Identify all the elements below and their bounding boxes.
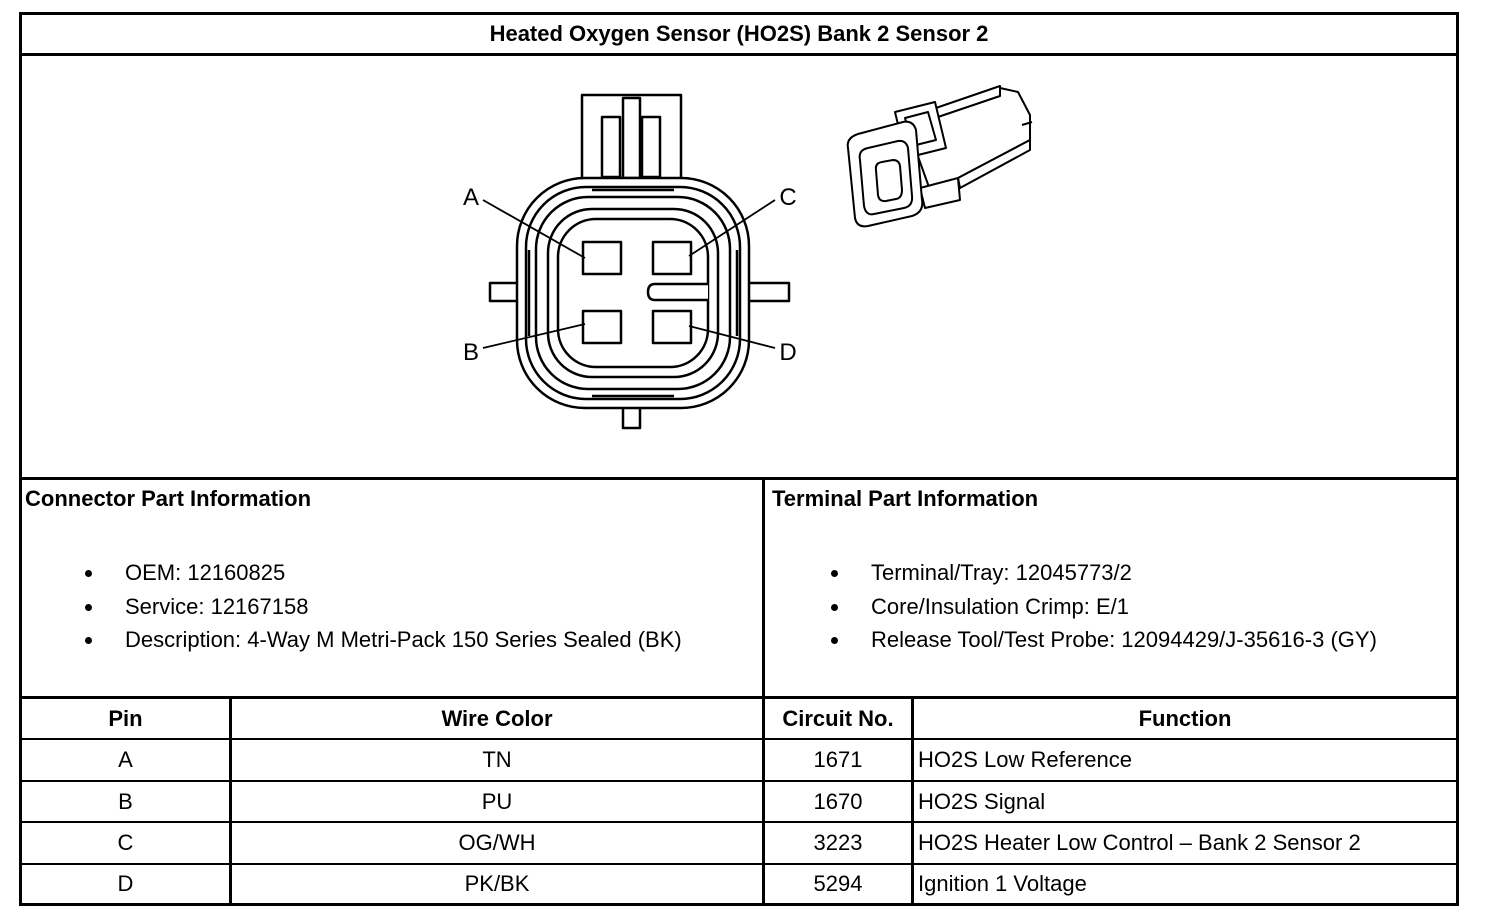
- pin-label-b: B: [462, 339, 480, 366]
- cavity-c: [653, 242, 691, 274]
- bullet-icon: [85, 604, 92, 611]
- table-cell-function: HO2S Low Reference: [918, 747, 1132, 772]
- list-item: [871, 590, 1377, 624]
- list-item: [871, 556, 1377, 590]
- divider-info: [762, 480, 765, 699]
- col-header-function: Function: [1138, 705, 1232, 731]
- terminal-crimp: Core/Insulation Crimp: E/1: [871, 593, 1129, 619]
- col-header-wire-color: Wire Color: [441, 705, 553, 731]
- bullet-icon: [831, 637, 838, 644]
- list-item: [125, 623, 682, 657]
- col-header-pin: Pin: [108, 705, 143, 731]
- connector-face-svg: [22, 57, 1456, 477]
- table-cell-pin: C: [117, 830, 134, 855]
- pin-label-c: C: [779, 184, 797, 211]
- connector-info-heading: Connector Part Information: [25, 486, 312, 511]
- list-item: [125, 590, 682, 624]
- cavity-b: [583, 311, 621, 343]
- terminal-info-heading: Terminal Part Information: [772, 486, 1039, 511]
- table-cell-pin: A: [118, 747, 133, 772]
- bullet-icon: [831, 570, 838, 577]
- table-cell-function: HO2S Signal: [918, 788, 1046, 814]
- table-cell-wire-color: PK/BK: [464, 871, 530, 896]
- latch: [582, 95, 681, 180]
- table-cell-wire-color: PU: [481, 788, 513, 814]
- bullet-icon: [85, 637, 92, 644]
- table-cell-circuit: 3223: [813, 830, 863, 855]
- connector-oem: OEM: 12160825: [125, 560, 286, 585]
- terminal-release-tool: Release Tool/Test Probe: 12094429/J-35616-3 (GY): [871, 627, 1377, 652]
- table-cell-function: HO2S Heater Low Control – Bank 2 Sensor 2: [918, 830, 1361, 855]
- connector-service: Service: 12167158: [125, 593, 309, 619]
- connector-description: Description: 4-Way M Metri-Pack 150 Series Sealed (BK): [125, 627, 682, 652]
- pin-label-a: A: [462, 184, 480, 211]
- terminal-info-list: [871, 556, 1377, 657]
- cavity-d: [653, 311, 691, 343]
- table-cell-pin: D: [117, 871, 134, 896]
- pin-label-d: D: [779, 339, 797, 366]
- bullet-icon: [831, 604, 838, 611]
- table-cell-wire-color: OG/WH: [458, 830, 536, 855]
- list-item: [871, 623, 1377, 657]
- connector-diagram: [22, 57, 1456, 477]
- table-cell-circuit: 1670: [813, 788, 863, 814]
- table-cell-circuit: 1671: [813, 747, 863, 772]
- divider-diagram: [19, 477, 1459, 480]
- col-header-circuit: Circuit No.: [782, 705, 894, 731]
- table-cell-wire-color: TN: [482, 747, 512, 772]
- terminal-tray: Terminal/Tray: 12045773/2: [871, 560, 1132, 585]
- list-item: [125, 556, 682, 590]
- left-ear: [490, 283, 520, 301]
- connector-info-list: [125, 556, 682, 657]
- cavity-a: [583, 242, 621, 274]
- table-cell-circuit: 5294: [813, 871, 863, 896]
- page-title: Heated Oxygen Sensor (HO2S) Bank 2 Sensor 2: [489, 21, 989, 46]
- connector-3d-illustration: [848, 86, 1032, 226]
- bullet-icon: [85, 570, 92, 577]
- table-cell-function: Ignition 1 Voltage: [918, 871, 1087, 896]
- table-cell-pin: B: [118, 788, 133, 814]
